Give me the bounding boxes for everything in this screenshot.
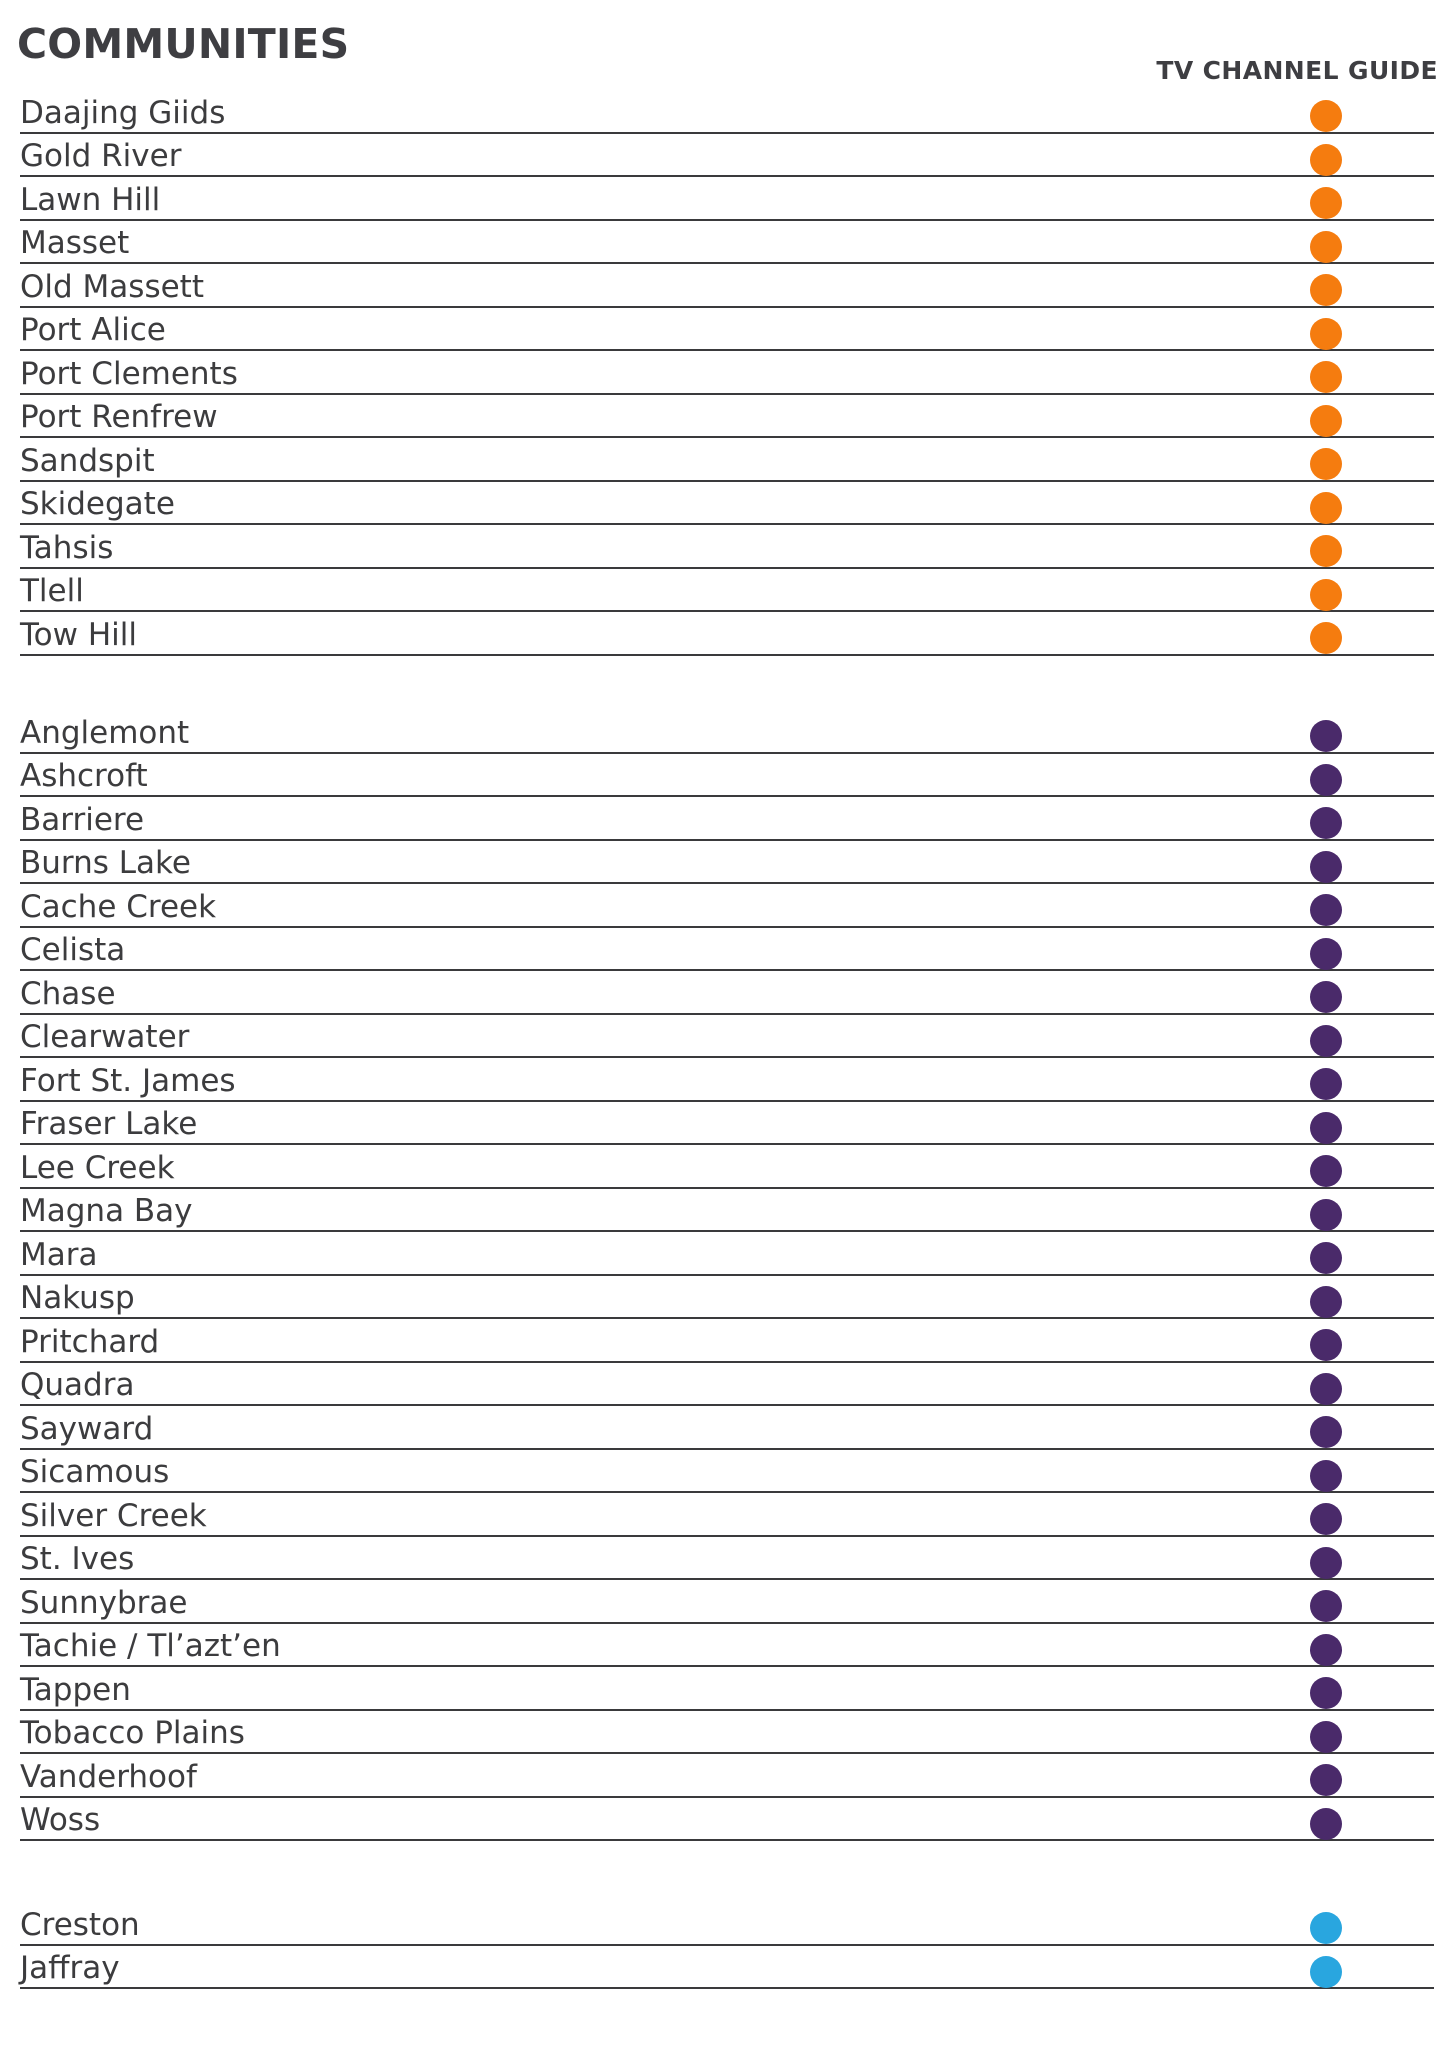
channel-guide-dot-icon [1310, 448, 1342, 480]
community-row [20, 1493, 1434, 1537]
channel-guide-dot-icon [1310, 764, 1342, 796]
community-row [20, 612, 1434, 656]
community-name: Daajing Giids [20, 94, 226, 131]
community-name: Tahsis [20, 529, 114, 566]
community-name: Celista [20, 932, 126, 968]
community-name: Creston [20, 1906, 140, 1943]
community-name: Fort St. James [20, 1062, 236, 1099]
community-name: Anglemont [20, 714, 190, 751]
channel-guide-dot-icon [1310, 405, 1342, 437]
channel-guide-dot-icon [1310, 1590, 1342, 1622]
community-name: Masset [20, 225, 130, 261]
community-name: Sandspit [20, 442, 155, 479]
community-row [20, 221, 1434, 265]
community-row [20, 264, 1434, 308]
channel-guide-dot-icon [1310, 1286, 1342, 1318]
community-name: Tlell [20, 573, 84, 609]
community-row [20, 1058, 1434, 1102]
channel-guide-dot-icon [1310, 981, 1342, 1013]
channel-guide-dot-icon [1310, 361, 1342, 393]
community-name: Clearwater [20, 1019, 190, 1055]
community-row [20, 308, 1434, 352]
community-row [20, 1406, 1434, 1450]
community-row [20, 1319, 1434, 1363]
channel-guide-dot-icon [1310, 492, 1342, 524]
channel-guide-dot-icon [1310, 535, 1342, 567]
community-name: Port Renfrew [20, 399, 218, 435]
community-name: Tachie / Tl’azt’en [20, 1628, 281, 1664]
community-row [20, 351, 1434, 395]
community-name: Tappen [20, 1671, 131, 1708]
community-row [20, 177, 1434, 221]
community-name: St. Ives [20, 1541, 135, 1577]
channel-guide-dot-icon [1310, 231, 1342, 263]
channel-guide-dot-icon [1310, 938, 1342, 970]
channel-guide-dot-icon [1310, 1199, 1342, 1231]
community-name: Mara [20, 1236, 98, 1273]
community-name: Lee Creek [20, 1149, 175, 1186]
community-row [20, 1232, 1434, 1276]
community-name: Port Clements [20, 355, 238, 392]
community-row [20, 1946, 1434, 1990]
community-row [20, 928, 1434, 972]
community-row [20, 525, 1434, 569]
community-row [20, 90, 1434, 134]
channel-guide-dot-icon [1310, 1068, 1342, 1100]
channel-guide-dot-icon [1310, 1912, 1342, 1944]
channel-guide-dot-icon [1310, 1503, 1342, 1535]
channel-guide-dot-icon [1310, 1460, 1342, 1492]
community-name: Pritchard [20, 1323, 160, 1360]
community-name: Sunnybrae [20, 1584, 188, 1621]
community-row [20, 1798, 1434, 1842]
channel-guide-dot-icon [1310, 1242, 1342, 1274]
channel-guide-dot-icon [1310, 1025, 1342, 1057]
community-row [20, 1711, 1434, 1755]
community-row [20, 1754, 1434, 1798]
community-row [20, 1624, 1434, 1668]
channel-guide-dot-icon [1310, 187, 1342, 219]
community-row [20, 1189, 1434, 1233]
channel-guide-dot-icon [1310, 1373, 1342, 1405]
community-name: Quadra [20, 1367, 135, 1403]
community-name: Fraser Lake [20, 1106, 198, 1142]
channel-guide-dot-icon [1310, 274, 1342, 306]
community-row [20, 395, 1434, 439]
channel-guide-dot-icon [1310, 1721, 1342, 1753]
community-name: Chase [20, 975, 116, 1012]
community-row [20, 1667, 1434, 1711]
channel-guide-dot-icon [1310, 318, 1342, 350]
community-name: Old Massett [20, 268, 204, 305]
channel-guide-dot-icon [1310, 1956, 1342, 1988]
channel-guide-dot-icon [1310, 1808, 1342, 1840]
community-name: Cache Creek [20, 888, 217, 925]
community-group-purple [20, 710, 1434, 1841]
community-row [20, 884, 1434, 928]
community-group-blue [20, 1902, 1434, 1989]
community-row [20, 1276, 1434, 1320]
channel-guide-dot-icon [1310, 894, 1342, 926]
community-row [20, 1102, 1434, 1146]
community-row [20, 1015, 1434, 1059]
community-name: Jaffray [20, 1950, 120, 1986]
channel-guide-dot-icon [1310, 1634, 1342, 1666]
community-name: Sayward [20, 1410, 154, 1447]
channel-guide-dot-icon [1310, 807, 1342, 839]
community-name: Lawn Hill [20, 181, 161, 218]
community-row [20, 797, 1434, 841]
channel-guide-dot-icon [1310, 100, 1342, 132]
community-row [20, 1902, 1434, 1946]
community-name: Tobacco Plains [20, 1715, 245, 1751]
channel-guide-dot-icon [1310, 1416, 1342, 1448]
community-name: Vanderhoof [20, 1758, 197, 1795]
community-row [20, 1537, 1434, 1581]
channel-guide-dot-icon [1310, 720, 1342, 752]
channel-guide-dot-icon [1310, 622, 1342, 654]
community-name: Magna Bay [20, 1193, 193, 1229]
community-name: Ashcroft [20, 758, 148, 794]
page-title: COMMUNITIES [17, 20, 350, 68]
channel-guide-dot-icon [1310, 144, 1342, 176]
community-name: Port Alice [20, 312, 166, 348]
community-name: Tow Hill [20, 616, 137, 653]
community-name: Barriere [20, 801, 145, 838]
community-row [20, 971, 1434, 1015]
community-row [20, 1450, 1434, 1494]
channel-guide-dot-icon [1310, 1155, 1342, 1187]
community-row [20, 754, 1434, 798]
community-row [20, 438, 1434, 482]
community-name: Nakusp [20, 1280, 135, 1316]
community-name: Woss [20, 1802, 101, 1838]
channel-guide-dot-icon [1310, 1329, 1342, 1361]
channel-guide-dot-icon [1310, 579, 1342, 611]
tv-channel-guide-header: TV CHANNEL GUIDE [1156, 56, 1438, 85]
community-row [20, 134, 1434, 178]
community-group-orange [20, 90, 1434, 656]
community-row [20, 1145, 1434, 1189]
community-row [20, 841, 1434, 885]
community-row [20, 710, 1434, 754]
community-name: Burns Lake [20, 845, 191, 881]
channel-guide-dot-icon [1310, 1112, 1342, 1144]
channel-guide-dot-icon [1310, 851, 1342, 883]
channel-guide-dot-icon [1310, 1547, 1342, 1579]
community-name: Silver Creek [20, 1497, 207, 1534]
community-name: Gold River [20, 138, 182, 174]
community-name: Skidegate [20, 486, 175, 522]
community-row [20, 1363, 1434, 1407]
channel-guide-dot-icon [1310, 1764, 1342, 1796]
community-row [20, 482, 1434, 526]
community-name: Sicamous [20, 1454, 170, 1490]
channel-guide-dot-icon [1310, 1677, 1342, 1709]
community-row [20, 569, 1434, 613]
community-row [20, 1580, 1434, 1624]
